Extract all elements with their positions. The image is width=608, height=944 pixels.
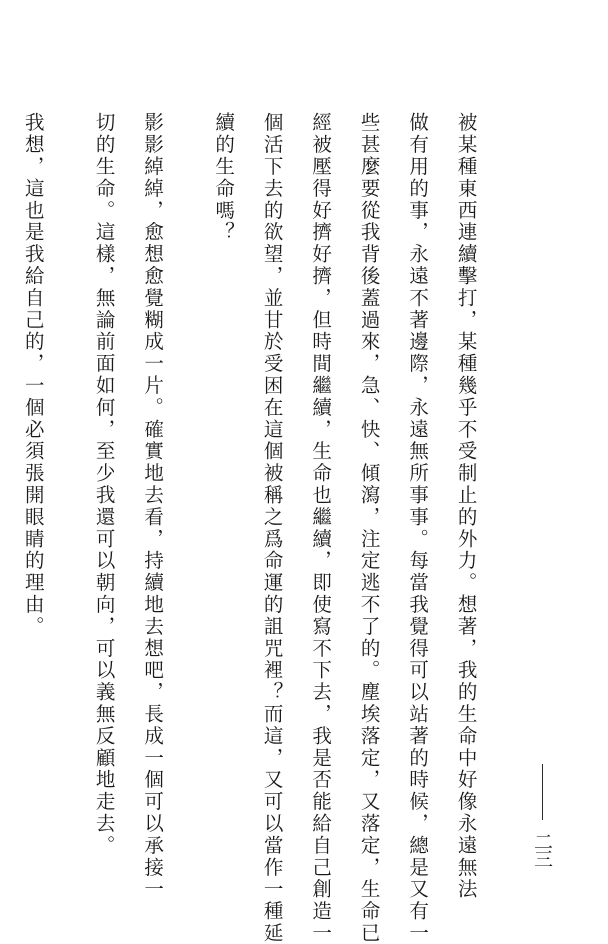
text-line: 經被壓得好擠好擠，但時間繼續，生命也繼續，即使寫不下去，我是否能給自己創造一 xyxy=(309,112,333,944)
text-line: 我想，這也是我給自己的，一個必須張開眼睛的理由。 xyxy=(21,112,45,638)
text-line: 續的生命嗎？ xyxy=(212,112,236,244)
text-line: 做有用的事，永遠不著邊際，永遠無所事事。每當我覺得可以站著的時候，總是又有一 xyxy=(406,112,430,944)
text-line: 影影綽綽，愈想愈覺糊成一片。確實地去看，持續地去想吧，長成一個可以承接一 xyxy=(141,112,165,901)
folio-rule xyxy=(542,764,543,820)
text-line: 些甚麼要從我背後蓋過來，急、快、傾瀉，注定逃不了的。塵埃落定，又落定，生命已 xyxy=(357,112,381,944)
page-folio xyxy=(529,764,556,866)
page-number: 二三 xyxy=(531,832,553,866)
section-separator xyxy=(0,112,8,782)
text-line: 個活下去的欲望，並甘於受困在這個被稱之爲命運的詛咒裡？而這，又可以當作一種延 xyxy=(260,112,284,944)
text-line: 被某種東西連續擊打，某種幾乎不受制止的外力。想著，我的生命中好像永遠無法 xyxy=(454,112,478,901)
text-line: 切的生命。這樣，無論前面如何，至少我還可以朝向，可以義無反顧地走去。 xyxy=(92,112,116,857)
body-text xyxy=(0,112,512,944)
